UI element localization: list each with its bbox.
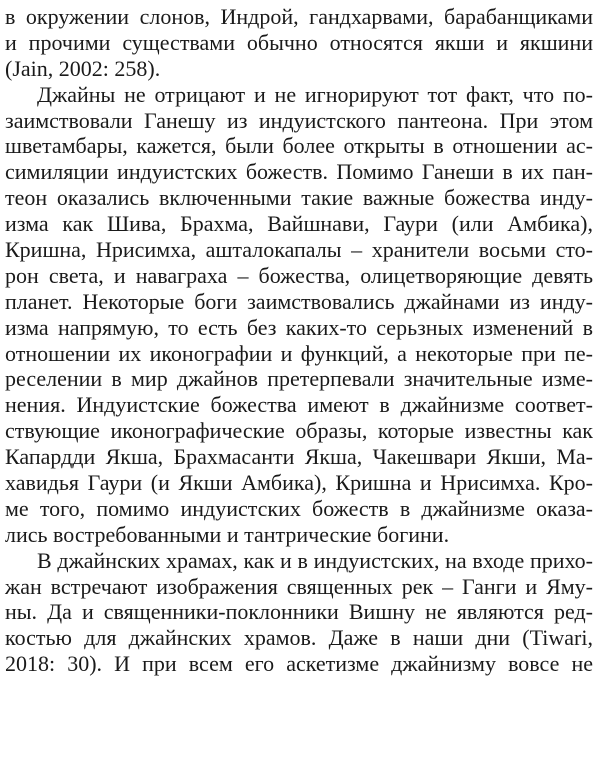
- text-line: жан встречают изображения священных рек – Ганги и Яму-: [5, 573, 593, 599]
- text-line: ме того, помимо индуистских божеств в джайнизме оказа-: [5, 495, 593, 521]
- text-line: в окружении слонов, Индрой, гандхарвами, барабанщиками: [5, 4, 593, 29]
- text-line: теон оказались включенными такие важные божества инду-: [5, 185, 593, 211]
- text-line: симиляции индуистских божеств. Помимо Ганеши в их пан-: [5, 159, 593, 185]
- text-line: 2018: 30). И при всем его аскетизме джайнизму вовсе не: [5, 651, 593, 677]
- text-line: ствующие иконографические образы, которые известны как: [5, 418, 593, 444]
- text-line: заимствовали Ганешу из индуистского пантеона. При этом: [5, 107, 593, 133]
- text-line: изма напрямую, то есть без каких-то серьзных изменений в: [5, 314, 593, 340]
- text-line: (Jain, 2002: 258).: [5, 55, 161, 81]
- text-line: изма как Шива, Брахма, Вайшнави, Гаури (или Амбика),: [5, 211, 593, 237]
- text-line: лись востребованными и тантрические богини.: [5, 521, 450, 547]
- text-line: рон света, и наваграха – божества, олицетворяющие девять: [5, 262, 593, 288]
- paragraph: [5, 548, 593, 677]
- paragraph: [5, 82, 593, 548]
- text-line: и прочими существами обычно относятся якши и якшини: [5, 29, 593, 55]
- text-line: хавидья Гаури (и Якши Амбика), Кришна и Нрисимха. Кро-: [5, 470, 593, 496]
- text-line: нения. Индуистские божества имеют в джайнизме соответ-: [5, 392, 593, 418]
- text-line: В джайнских храмах, как и в индуистских, на входе прихо-: [37, 547, 593, 573]
- text-line: ны. Да и священники-поклонники Вишну не являются ред-: [5, 599, 593, 625]
- text-line: реселении в мир джайнов претерпевали значительные изме-: [5, 366, 593, 392]
- paragraph: [5, 4, 593, 82]
- text-line: Кришна, Нрисимха, ашталокапалы – хранители восьми сто-: [5, 237, 593, 263]
- text-line: шветамбары, кажется, были более открыты в отношении ас-: [5, 133, 593, 159]
- text-line: Капардди Якша, Брахмасанти Якша, Чакешвари Якши, Ма-: [5, 444, 593, 470]
- text-line: костью для джайнских храмов. Даже в наши дни (Tiwari,: [5, 625, 593, 651]
- document-page: [5, 4, 593, 677]
- text-line: отношении их иконографии и функций, а некоторые при пе-: [5, 340, 593, 366]
- text-line: Джайны не отрицают и не игнорируют тот факт, что по-: [37, 81, 593, 107]
- text-line: планет. Некоторые боги заимствовались джайнами из инду-: [5, 288, 593, 314]
